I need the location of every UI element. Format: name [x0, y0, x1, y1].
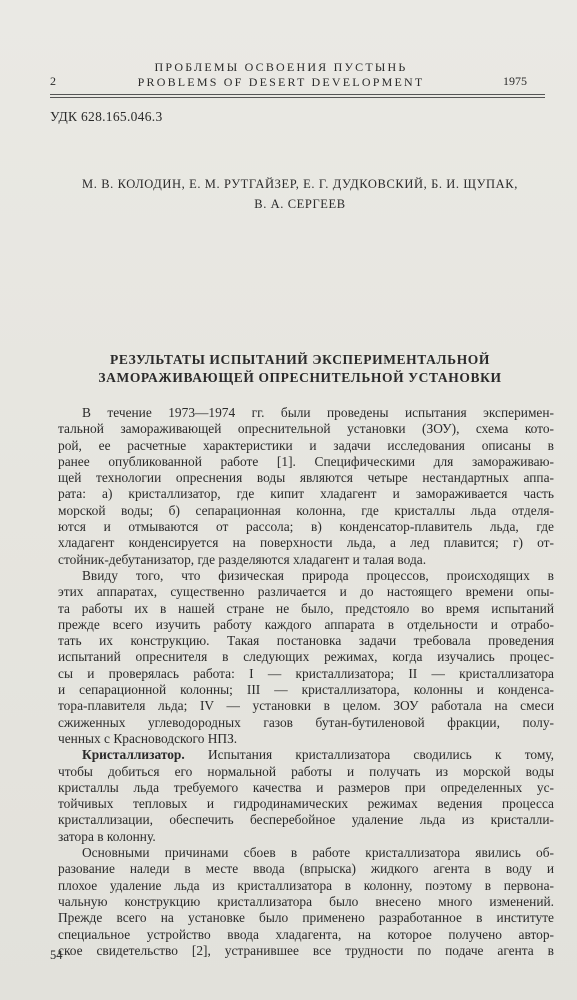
authors-block [50, 174, 550, 214]
text-line: испытаний опреснителя в следующих режимах, когда изучались процес- [58, 649, 554, 665]
paragraph-1 [58, 405, 554, 568]
header-rule-top [50, 94, 545, 95]
header-rule-bottom [50, 97, 545, 98]
text-line: та работы их в нашей стране не было, предстояло во время испытаний [58, 600, 554, 616]
publication-year: 1975 [503, 74, 527, 88]
journal-title-en: PROBLEMS OF DESERT DEVELOPMENT [137, 75, 425, 89]
article-title [50, 351, 550, 387]
authors-line-2: В. А. СЕРГЕЕВ [254, 197, 346, 211]
text-line: В течение 1973—1974 гг. были проведены испытания эксперимен- [82, 405, 554, 420]
page-number: 54 [50, 948, 63, 962]
section-heading-crystallizer: Кристаллизатор. [82, 747, 185, 763]
issue-number: 2 [50, 74, 57, 88]
text-line: чтобы добиться его нормальной работы и получать из морской воды [58, 763, 554, 779]
text-line: ются и отмываются от рассола; в) конденсатор-плавитель льда, где [58, 519, 554, 535]
text-line: и сепарационной колонны; III — кристаллизатора, колонны и конденса- [58, 682, 554, 698]
text-line: затора в колонну. [58, 828, 156, 844]
article-title-line-1: РЕЗУЛЬТАТЫ ИСПЫТАНИЙ ЭКСПЕРИМЕНТАЛЬНОЙ [109, 352, 491, 367]
text-line: рата: а) кристаллизатор, где кипит хладагент и замораживается часть [58, 486, 554, 502]
text-line: Ввиду того, что физическая природа процессов, происходящих в [82, 567, 554, 583]
text-line: сы и проверялась работа: I — кристаллизатора; II — кристаллизатора [58, 665, 554, 681]
text-line: тать их конструкцию. Такая постановка задачи требовала проведения [58, 633, 554, 649]
text-line: кристаллизации, обеспечить бесперебойное удаление льда из кристалли- [58, 812, 554, 828]
text-line: морской воды; б) сепарационная колонна, где кристаллы льда отделя- [58, 502, 554, 518]
paragraph-3 [58, 747, 554, 845]
text-line: щей технологии опреснения воды являются четыре нестандартных аппа- [58, 470, 554, 486]
text-line: ченных с Красноводского НПЗ. [58, 730, 238, 746]
text-line: чальную конструкцию кристаллизатора было внесено много изменений. [58, 893, 554, 909]
text-line: рой, ее расчетные характеристики и задачи исследования описаны в [58, 437, 554, 453]
text-line: кристаллы льда требуемого качества и размеров при определенных ус- [58, 779, 554, 795]
text-line: прежде всего изучить работу каждого аппарата в отдельности и отрабо- [58, 616, 554, 632]
paragraph-2 [58, 568, 554, 747]
text-line: хладагент конденсируется на поверхности льда, а лед плавится; г) от- [58, 535, 554, 551]
article-body [58, 405, 554, 959]
article-title-line-2: ЗАМОРАЖИВАЮЩЕЙ ОПРЕСНИТЕЛЬНОЙ УСТАНОВКИ [98, 370, 502, 385]
text-line: плохое удаление льда из кристаллизатора в колонну, поэтому в первона- [58, 877, 554, 893]
text-line: этих аппаратах, существенно различается и до настоящего времени опы- [58, 584, 554, 600]
text-line: сжиженных углеводородных газов бутан-бутиленовой фракции, полу- [58, 714, 554, 730]
text-line: специальное устройство ввода хладагента, на которое получено автор- [58, 926, 554, 942]
authors-line-1: М. В. КОЛОДИН, Е. М. РУТГАЙЗЕР, Е. Г. ДУДКОВСКИЙ, Б. И. ЩУПАК, [82, 177, 518, 191]
text-line: ское свидетельство [2], устранившее все трудности по подаче агента в [58, 942, 554, 958]
text-line: разование наледи в месте ввода (впрыска) жидкого агента в воду и [58, 861, 554, 877]
text-line: ранее опубликованной работе [1]. Специфическими для замораживаю- [58, 453, 554, 469]
udk-code: УДК 628.165.046.3 [50, 109, 163, 124]
text-line: тора-плавителя льда; IV — установки в целом. ЗОУ работала на смеси [58, 698, 554, 714]
paragraph-4 [58, 845, 554, 959]
text-line: стойник-дебутанизатор, где разделяются хладагент и талая вода. [58, 551, 427, 567]
journal-title [116, 60, 446, 90]
text-fragment: Испытания кристаллизатора сводились к тому, [184, 747, 554, 763]
text-line: Прежде всего на установке было применено разработанное в институте [58, 910, 554, 926]
text-line: тойчивых тепловых и гидродинамических режимах ведения процесса [58, 796, 554, 812]
text-line [58, 747, 554, 763]
text-line: тальной замораживающей опреснительной установки (ЗОУ), схема кото- [58, 421, 554, 437]
text-line: Основными причинами сбоев в работе кристаллизатора явились об- [82, 845, 554, 861]
journal-masthead [50, 56, 545, 98]
journal-title-ru: ПРОБЛЕМЫ ОСВОЕНИЯ ПУСТЫНЬ [154, 60, 408, 74]
